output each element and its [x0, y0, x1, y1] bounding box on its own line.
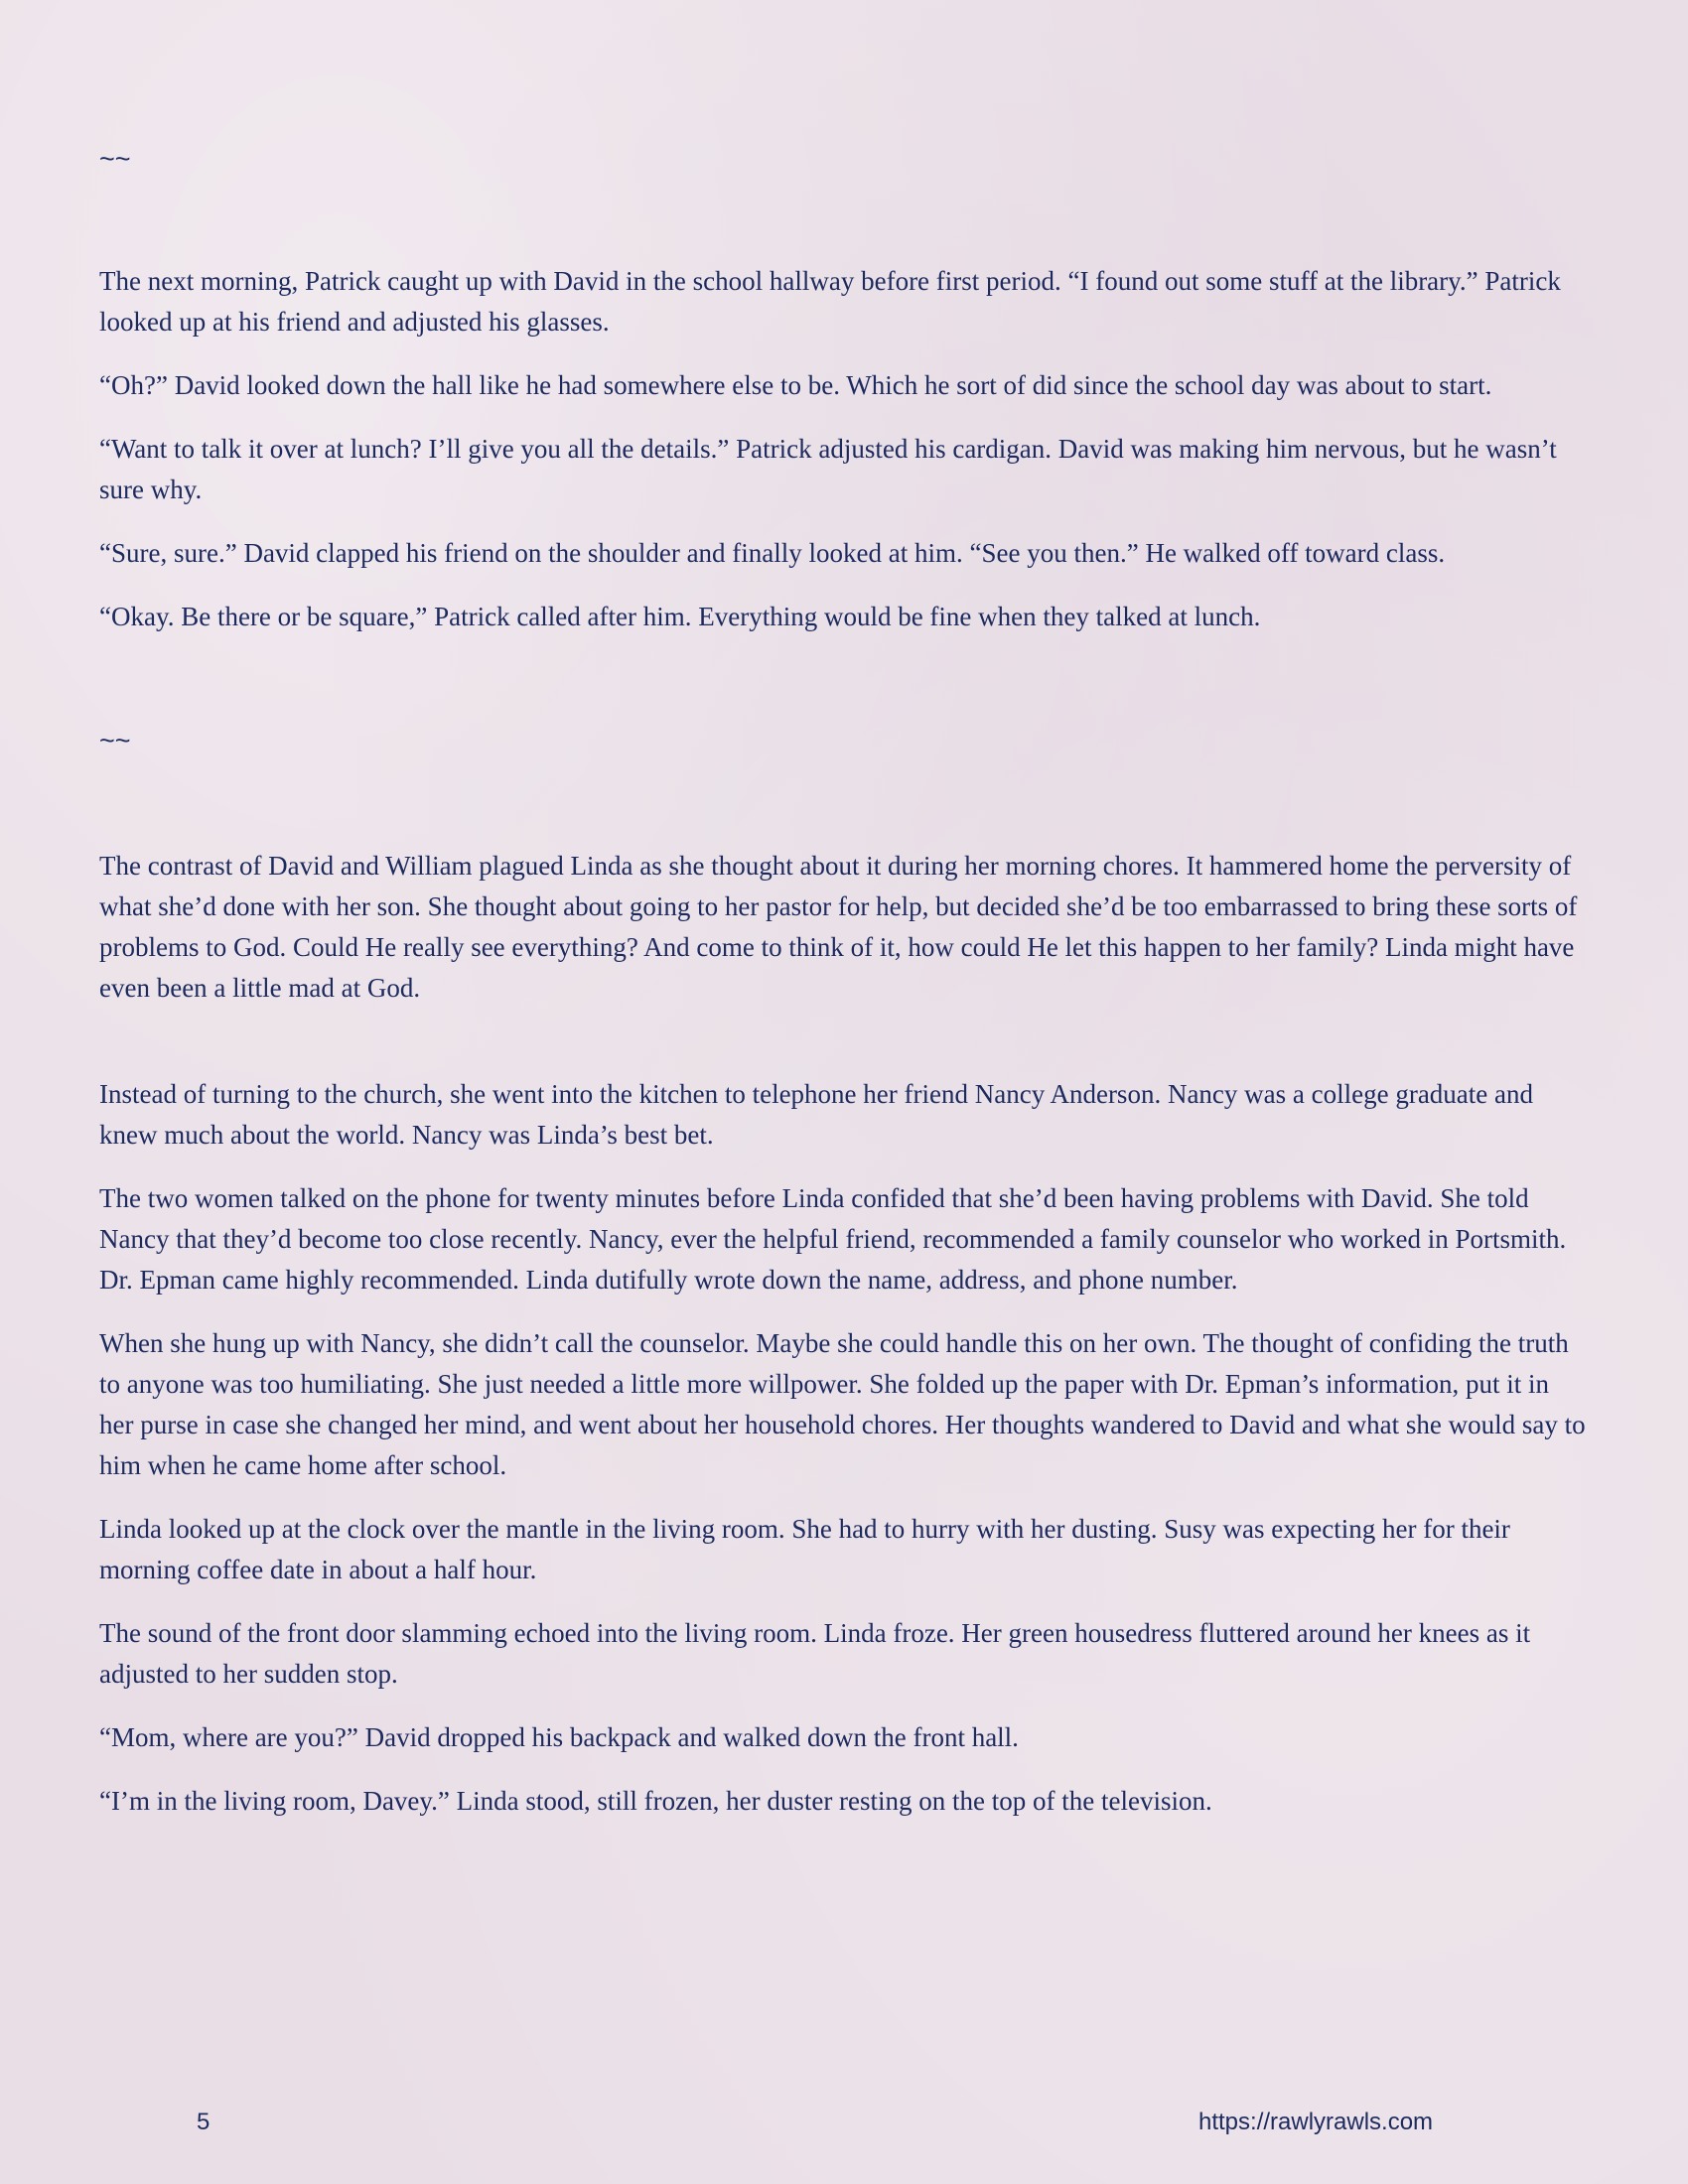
- paragraph: The contrast of David and William plagued Linda as she thought about it during her morning chores. It hammered home the perversity of what she’d done with her son. She thought about going to her pastor for help, but decided she’d be too embarrassed to bring these sorts of problems to God. Could He really see everything? And come to think of it, how could He let this happen to her family? Linda might have even been a little mad at God.: [99, 851, 1578, 1003]
- paragraph: The next morning, Patrick caught up with David in the school hallway before first period. “I found out some stuff at the library.” Patrick looked up at his friend and adjusted his glasses.: [99, 266, 1561, 337]
- paragraph: “Okay. Be there or be square,” Patrick called after him. Everything would be fine when they talked at lunch.: [99, 602, 1261, 631]
- paragraph: “I’m in the living room, Davey.” Linda stood, still frozen, her duster resting on the top of the television.: [99, 1786, 1212, 1816]
- page-number: 5: [197, 2109, 211, 2135]
- paragraph: When she hung up with Nancy, she didn’t call the counselor. Maybe she could handle this on her own. The thought of confiding the truth to anyone was too humiliating. She just needed a little more willpower. She folded up the paper with Dr. Epman’s information, put it in her purse in case she changed her mind, and went about her household chores. Her thoughts wandered to David and what she would say to him when he came home after school.: [99, 1328, 1586, 1480]
- paragraph: The sound of the front door slamming echoed into the living room. Linda froze. Her green housedress fluttered around her knees as it adjusted to her sudden stop.: [99, 1618, 1531, 1689]
- paragraph: “Want to talk it over at lunch? I’ll give you all the details.” Patrick adjusted his cardigan. David was making him nervous, but he wasn’t sure why.: [99, 434, 1557, 504]
- paragraph: “Mom, where are you?” David dropped his backpack and walked down the front hall.: [99, 1722, 1019, 1752]
- paragraph: The two women talked on the phone for twenty minutes before Linda confided that she’d been having problems with David. She told Nancy that they’d become too close recently. Nancy, ever the helpful friend, recommended a family counselor who worked in Portsmith. Dr. Epman came highly recommended. Linda dutifully wrote down the name, address, and phone number.: [99, 1183, 1567, 1295]
- page-content: [99, 139, 1589, 1822]
- paragraph: “Sure, sure.” David clapped his friend on the shoulder and finally looked at him. “See you then.” He walked off toward class.: [99, 538, 1446, 568]
- paragraph: Instead of turning to the church, she went into the kitchen to telephone her friend Nancy Anderson. Nancy was a college graduate and knew much about the world. Nancy was Linda’s best bet.: [99, 1079, 1534, 1150]
- section-separator: ~~: [99, 144, 131, 174]
- footer-url: https://rawlyrawls.com: [1198, 2109, 1434, 2135]
- section-separator: ~~: [99, 726, 131, 755]
- paragraph: “Oh?” David looked down the hall like he had somewhere else to be. Which he sort of did since the school day was about to start.: [99, 370, 1492, 400]
- paragraph: Linda looked up at the clock over the mantle in the living room. She had to hurry with her dusting. Susy was expecting her for their morning coffee date in about a half hour.: [99, 1514, 1510, 1584]
